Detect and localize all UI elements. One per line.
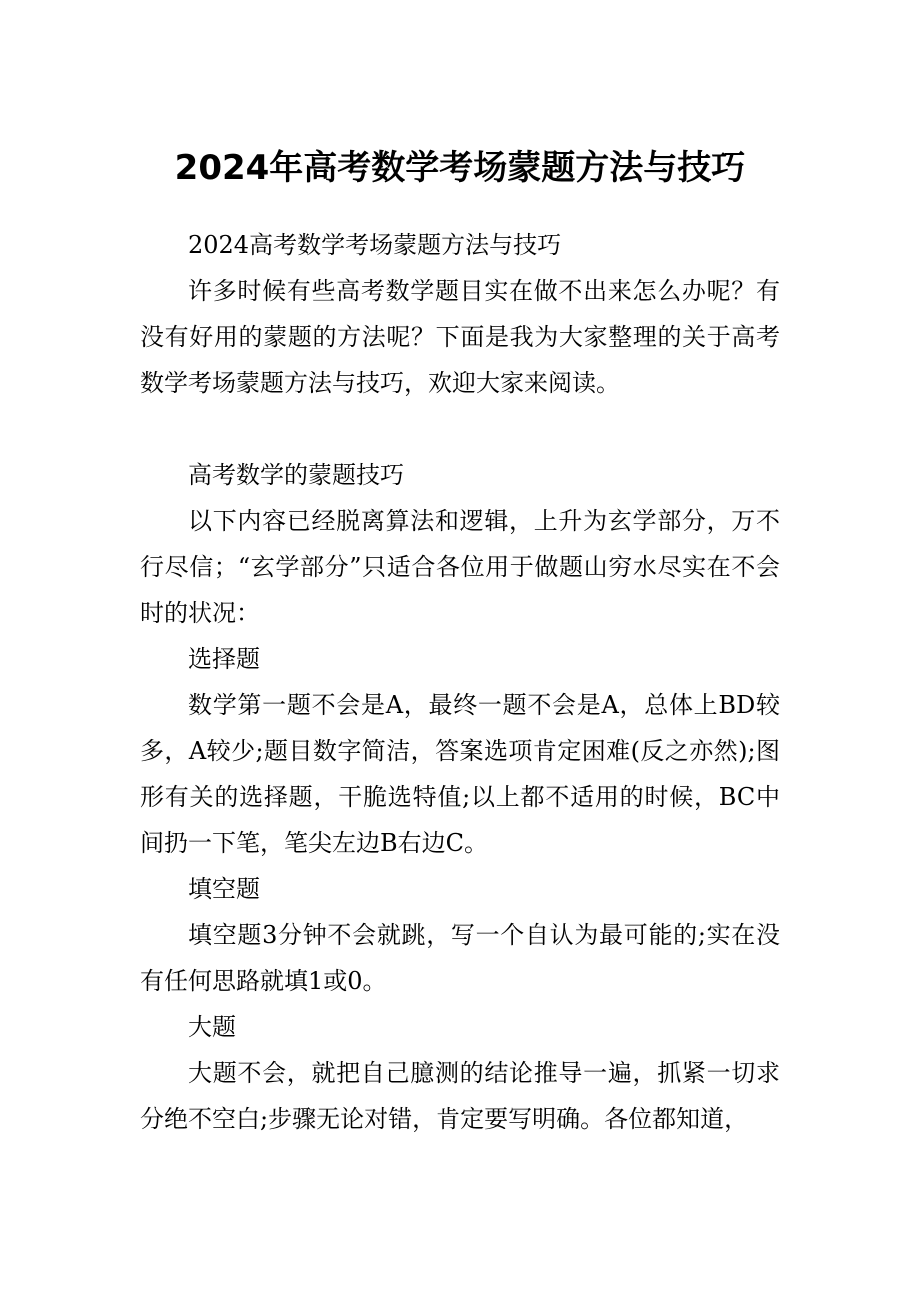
intro-paragraph: 许多时候有些高考数学题目实在做不出来怎么办呢？有没有好用的蒙题的方法呢？下面是我为大家整理的关于高考数学考场蒙题方法与技巧，欢迎大家来阅读。 xyxy=(140,277,780,397)
disclaimer-paragraph: 以下内容已经脱离算法和逻辑，上升为玄学部分，万不行尽信；“玄学部分”只适合各位用于做题山穷水尽实在不会时的状况： xyxy=(140,507,780,627)
big-questions-paragraph: 大题不会，就把自己臆测的结论推导一遍，抓紧一切求分绝不空白;步骤无论对错，肯定要写明确。各位都知道， xyxy=(140,1059,780,1133)
fill-in-paragraph: 填空题3分钟不会就跳，写一个自认为最可能的;实在没有任何思路就填1或0。 xyxy=(140,921,780,995)
subtitle-paragraph: 2024高考数学考场蒙题方法与技巧 xyxy=(188,231,562,259)
multiple-choice-paragraph: 数学第一题不会是A，最终一题不会是A，总体上BD较多，A较少;题目数字简洁，答案选项肯定困难(反之亦然);图形有关的选择题，干脆选特值;以上都不适用的时候，BC中间扔一下笔，笔尖左边B右边C。 xyxy=(140,691,780,857)
section-heading-tips: 高考数学的蒙题技巧 xyxy=(188,461,404,489)
paragraph-spacer xyxy=(140,406,780,452)
document-body xyxy=(140,222,780,1142)
document-title: 2024年高考数学考场蒙题方法与技巧 xyxy=(174,148,746,188)
section-heading-big-questions: 大题 xyxy=(188,1013,236,1041)
section-heading-fill-in: 填空题 xyxy=(188,875,260,903)
section-heading-multiple-choice: 选择题 xyxy=(188,645,260,673)
